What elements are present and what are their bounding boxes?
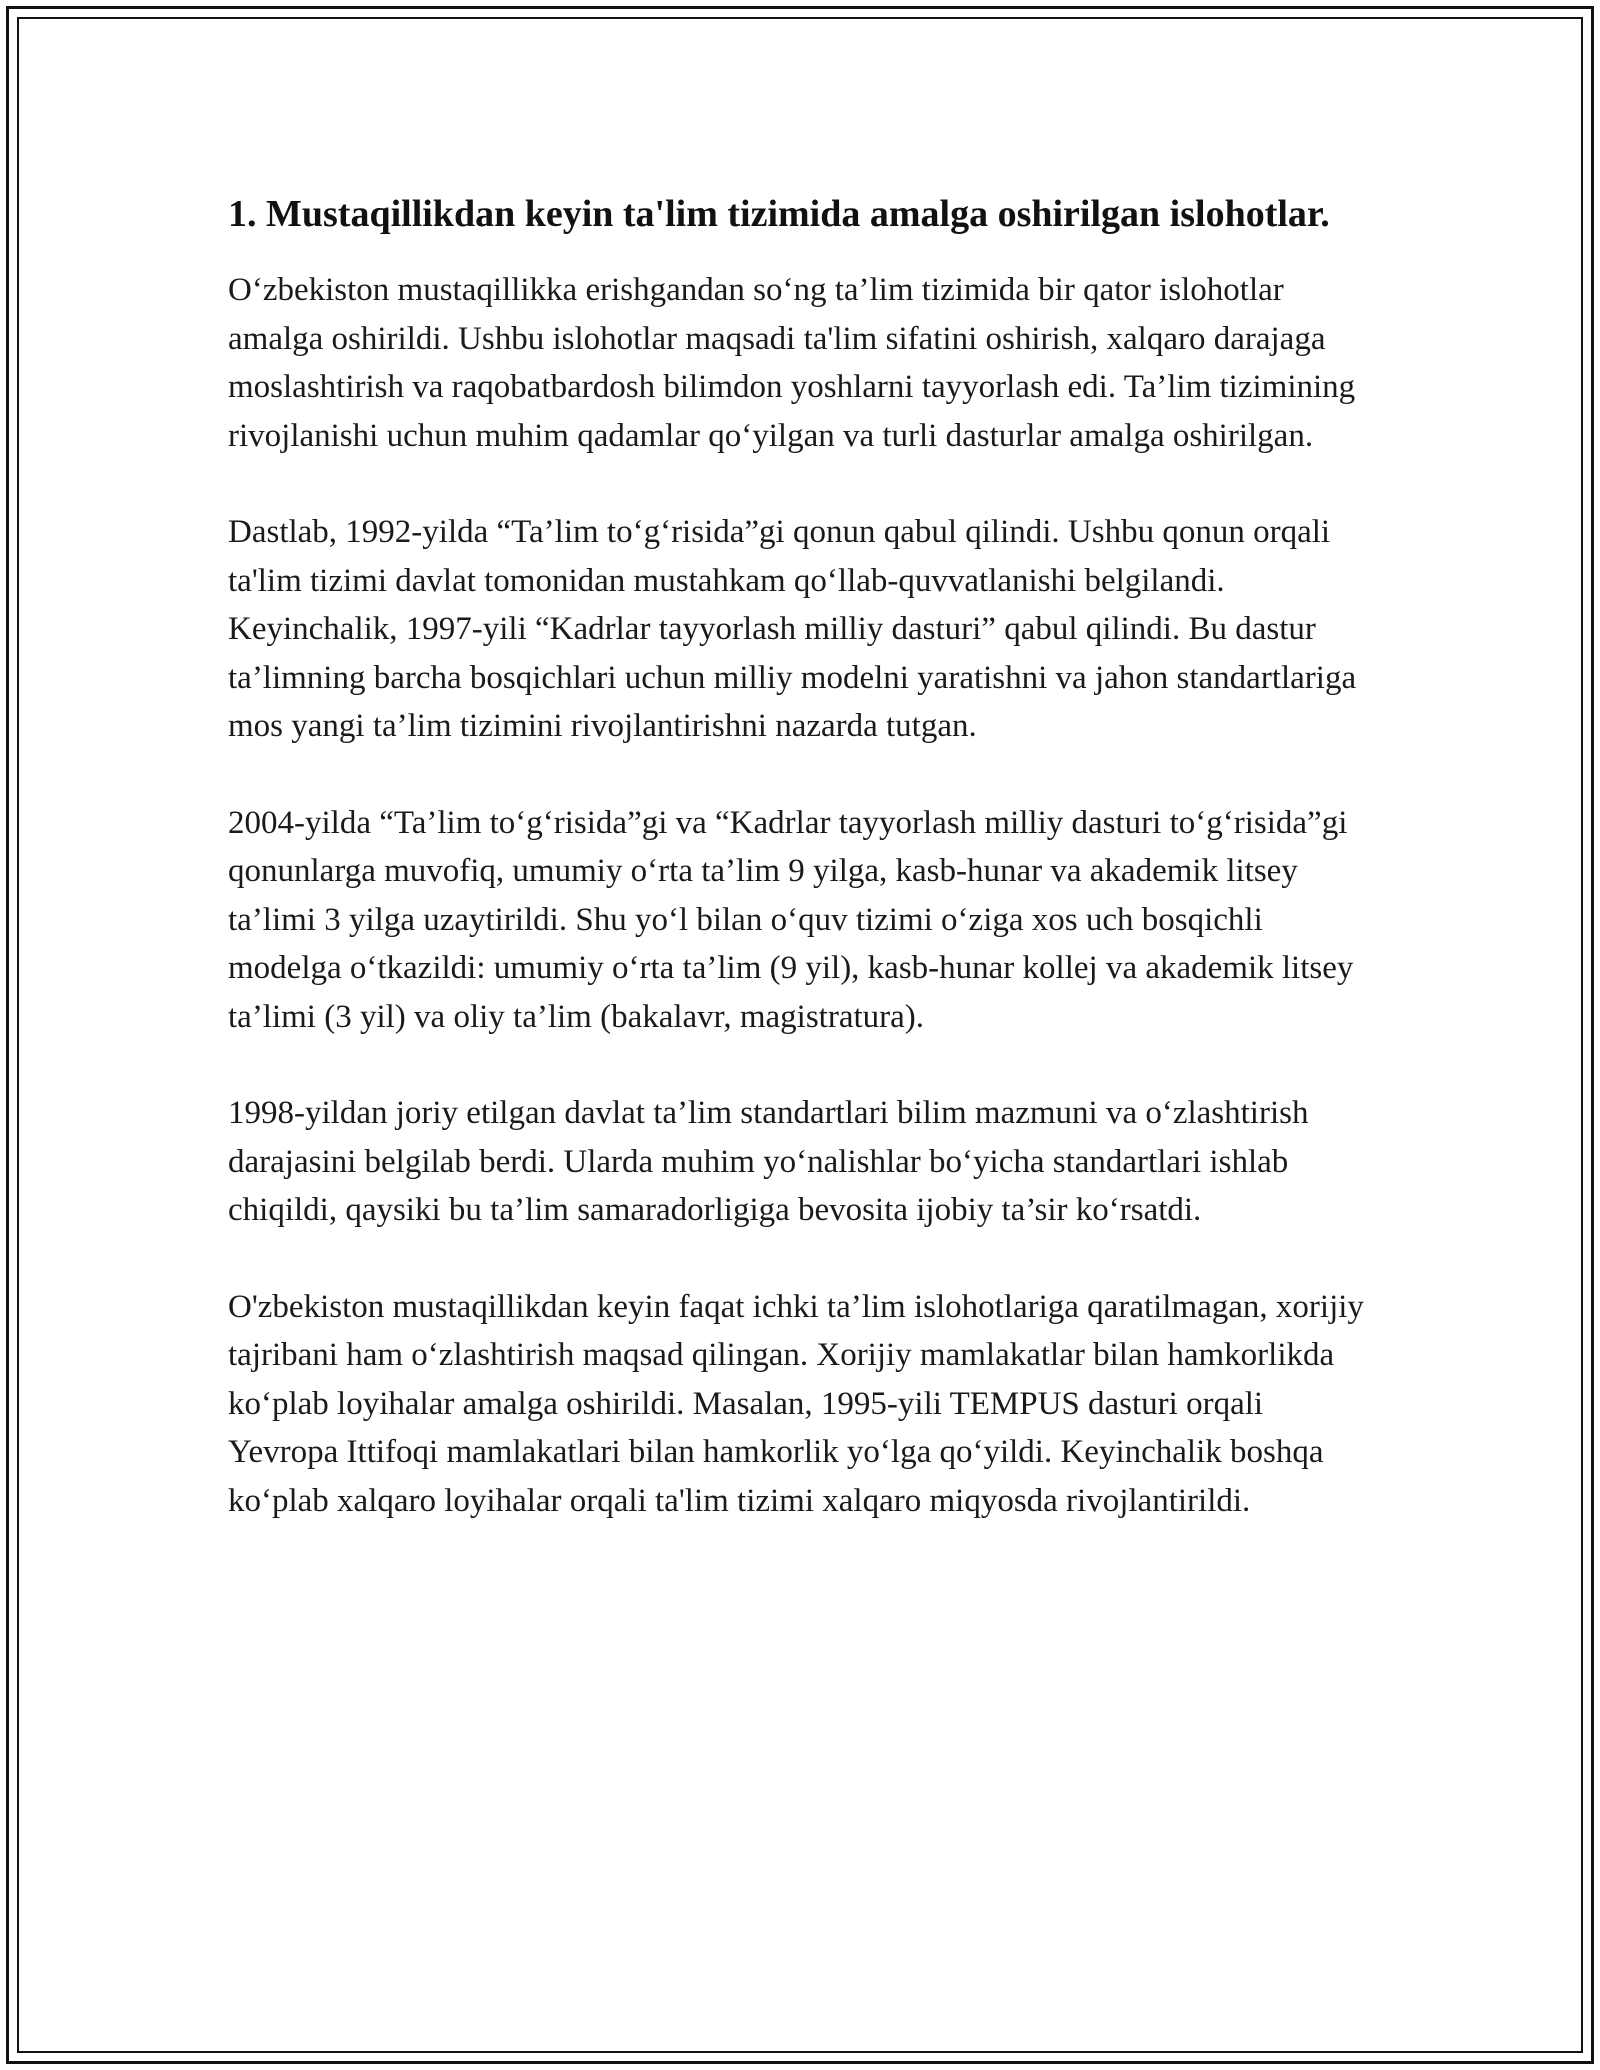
paragraph-laws-1992-1997: Dastlab, 1992-yilda “Ta’lim to‘g‘risida”gi qonun qabul qilindi. Ushbu qonun orqali ta'lim tizimi davlat tomonidan mustahkam qo‘llab-quvvatlanishi belgilandi. Keyinchalik, 1997-yili “Kadrlar tayyorlash milliy dasturi” qabul qilindi. Bu dastur ta’limning barcha bosqichlari uchun milliy modelni yaratishni va jahon standartlariga mos yangi ta’lim tizimini rivojlantirishni nazarda tutgan. bbox=[228, 514, 1357, 744]
paragraph-reform-2004: 2004-yilda “Ta’lim to‘g‘risida”gi va “Kadrlar tayyorlash milliy dasturi to‘g‘risida”gi qonunlarga muvofiq, umumiy o‘rta ta’lim 9 yilga, kasb-hunar va akademik litsey ta’limi 3 yilga uzaytirildi. Shu yo‘l bilan o‘quv tizimi o‘ziga xos uch bosqichli modelga o‘tkazildi: umumiy o‘rta ta’lim (9 yil), kasb-hunar kollej va akademik litsey ta’limi (3 yil) va oliy ta’lim (bakalavr, magistratura). bbox=[228, 804, 1354, 1035]
paragraph-international-cooperation: O'zbekiston mustaqillikdan keyin faqat ichki ta’lim islohotlariga qaratilmagan, xorijiy tajribani ham o‘zlashtirish maqsad qilingan. Xorijiy mamlakatlar bilan hamkorlikda ko‘plab loyihalar amalga oshirildi. Masalan, 1995-yili TEMPUS dasturi orqali Yevropa Ittifoqi mamlakatlari bilan hamkorlik yo‘lga qo‘yildi. Keyinchalik boshqa ko‘plab xalqaro loyihalar orqali ta'lim tizimi xalqaro miqyosda rivojlantirildi. bbox=[228, 1288, 1364, 1519]
paragraph-standards-1998: 1998-yildan joriy etilgan davlat ta’lim standartlari bilim mazmuni va o‘zlashtirish darajasini belgilab berdi. Ularda muhim yo‘nalishlar bo‘yicha standartlari ishlab chiqildi, qaysiki bu ta’lim samaradorligiga bevosita ijobiy ta’sir ko‘rsatdi. bbox=[228, 1095, 1309, 1228]
document-body bbox=[228, 187, 1368, 1573]
paragraph-intro: O‘zbekiston mustaqillikka erishgandan so‘ng ta’lim tizimida bir qator islohotlar amalga oshirildi. Ushbu islohotlar maqsadi ta'lim sifatini oshirish, xalqaro darajaga moslashtirish va raqobatbardosh bilimdon yoshlarni tayyorlash edi. Ta’lim tizimining rivojlanishi uchun muhim qadamlar qo‘yilgan va turli dasturlar amalga oshirilgan. bbox=[228, 272, 1356, 454]
document-title: 1. Mustaqillikdan keyin ta'lim tizimida amalga oshirilgan islohotlar. bbox=[228, 193, 1330, 235]
